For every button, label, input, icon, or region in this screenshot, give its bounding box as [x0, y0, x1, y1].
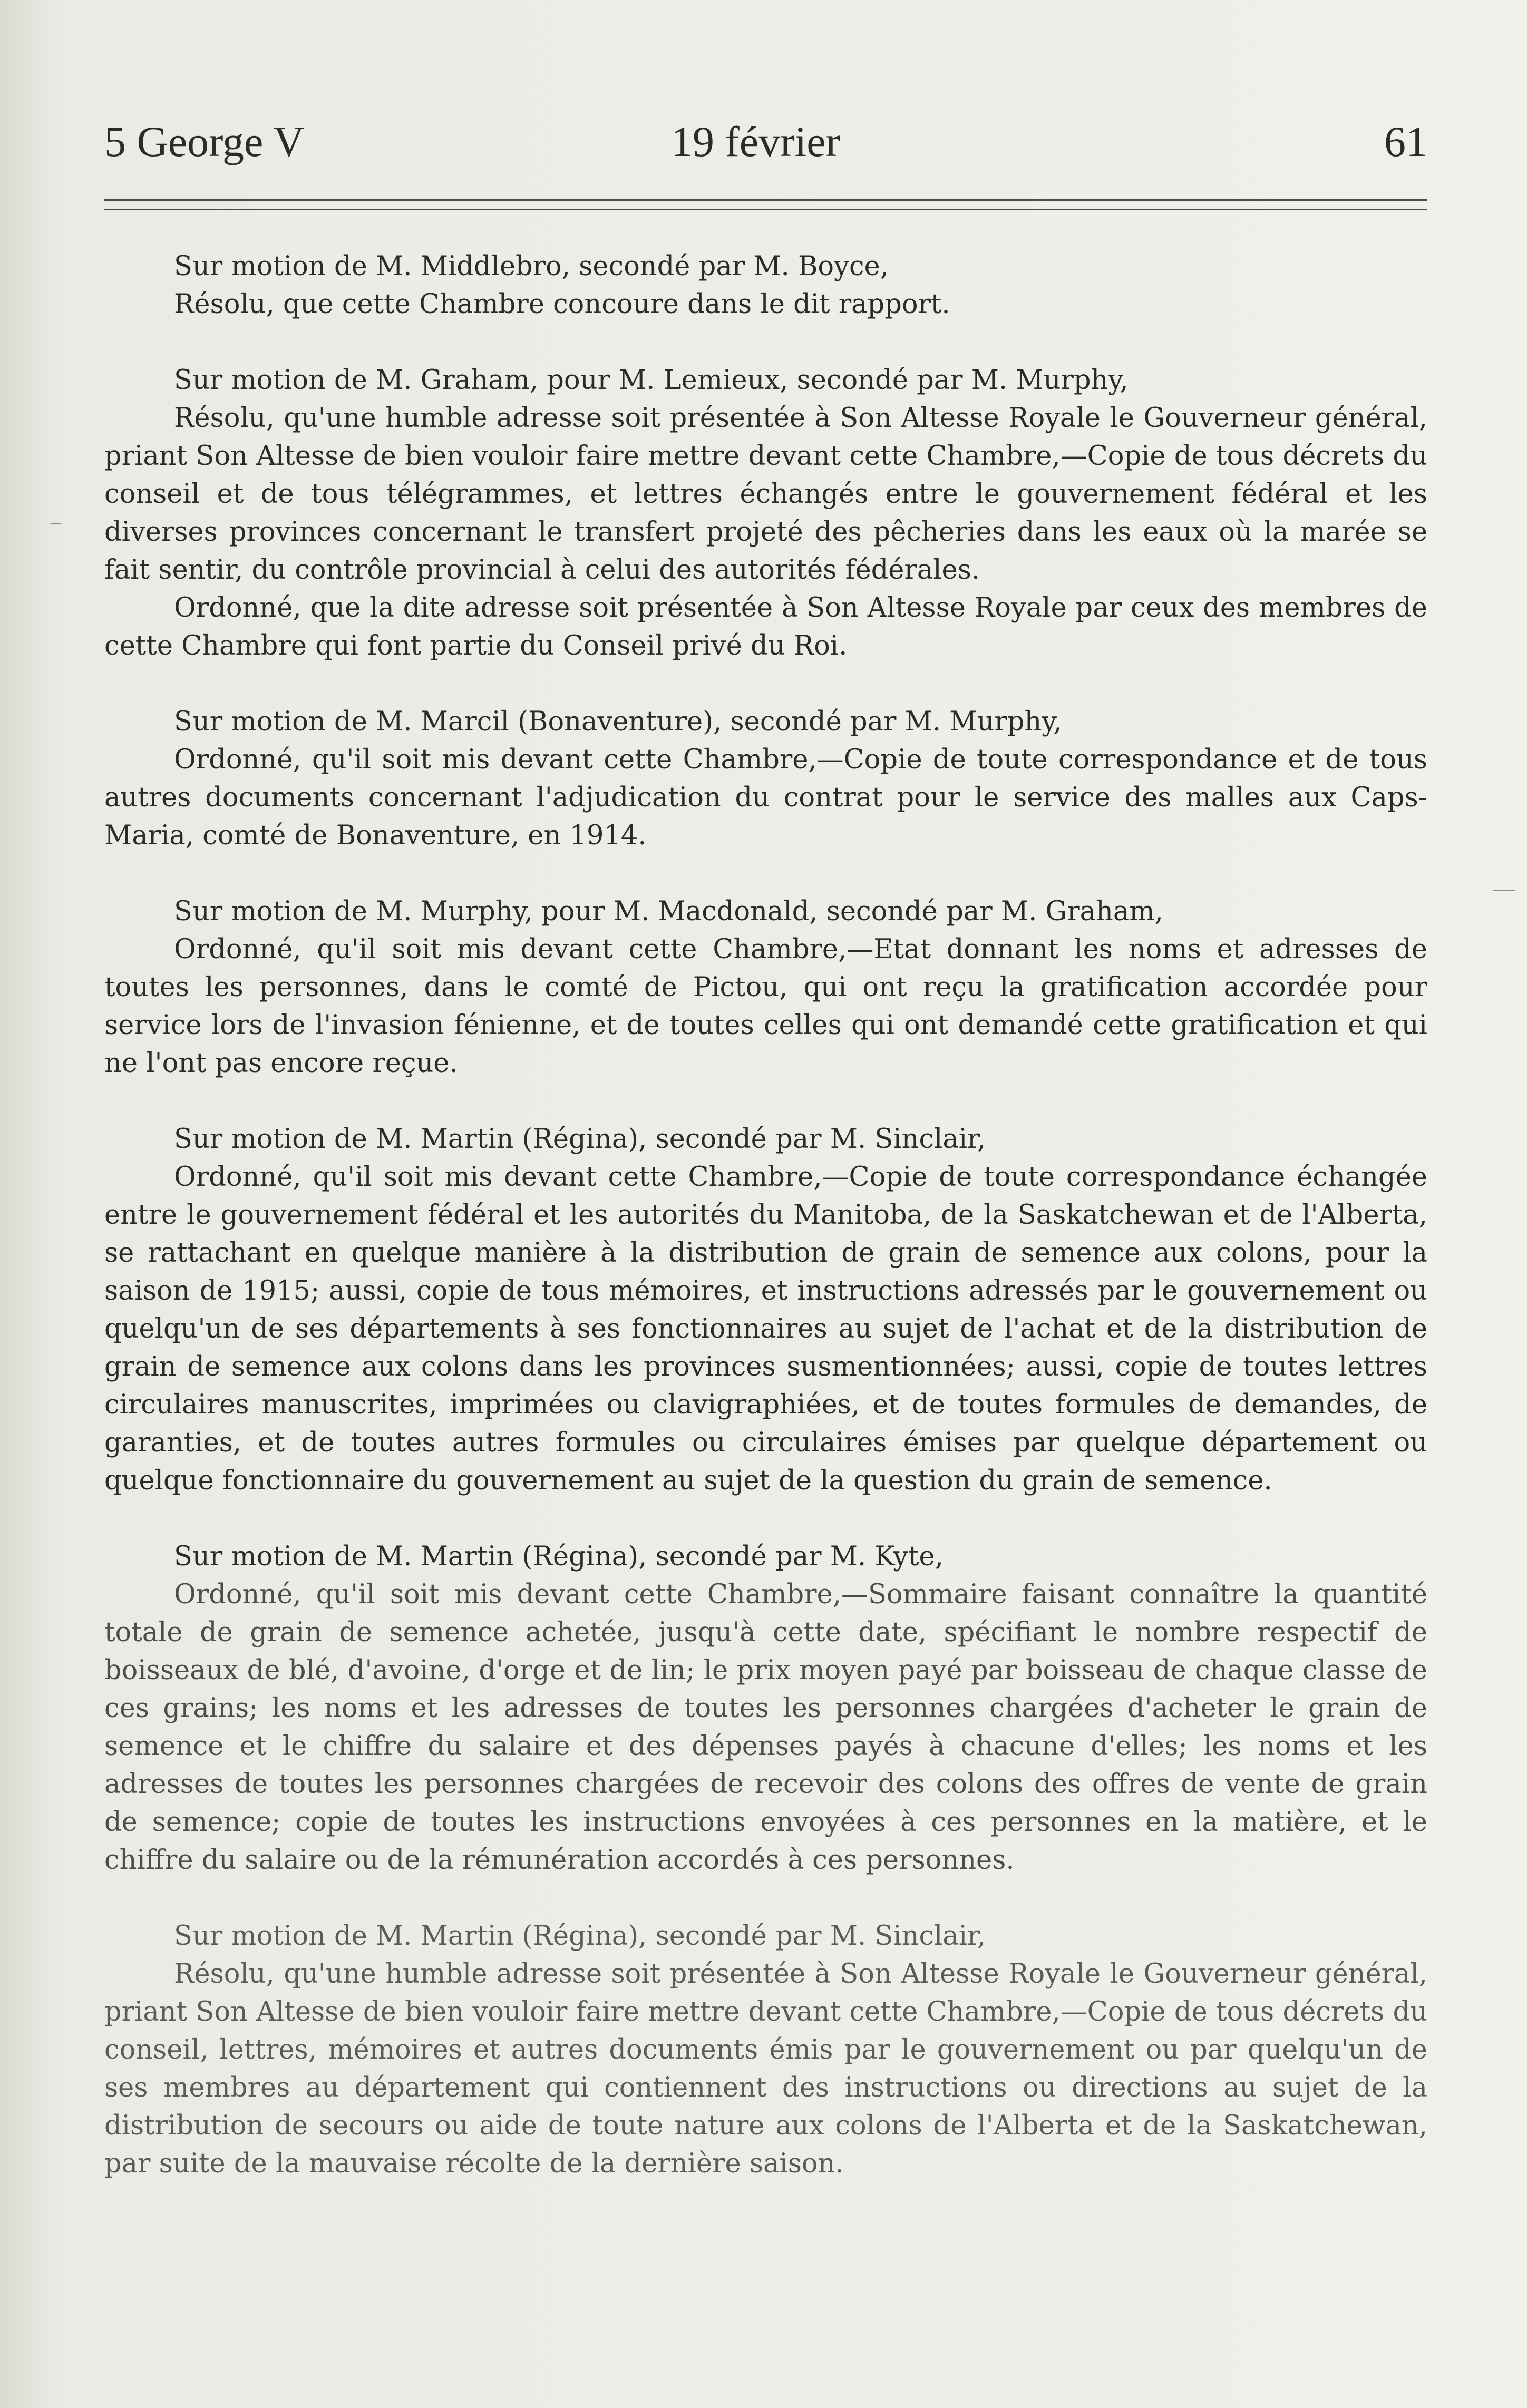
- page-header: [104, 117, 1427, 168]
- header-rule-top: [104, 199, 1427, 201]
- entry-body: Ordonné, qu'il soit mis devant cette Chambre,—Etat donnant les noms et adresses de toutes les personnes, dans le comté de Pictou, qui ont reçu la gratification accordée pour service lors de l'invasion fénienne, et de toutes celles qui ont demandé cette gratification et qui ne l'ont pas encore reçue.: [104, 934, 1427, 1079]
- header-page-number: 61: [1384, 118, 1427, 165]
- entry-motion-line: Sur motion de M. Martin (Régina), secondé par M. Sinclair,: [174, 1124, 986, 1155]
- entry-body: Ordonné, qu'il soit mis devant cette Chambre,—Copie de toute correspondance et de tous autres documents concernant l'adjudication du contrat pour le service des malles aux Caps-Maria, comté de Bonaventure, en 1914.: [104, 744, 1427, 851]
- entry-motion-line: Sur motion de M. Graham, pour M. Lemieux, secondé par M. Murphy,: [174, 365, 1129, 396]
- entry-motion-line: Sur motion de M. Murphy, pour M. Macdonald, secondé par M. Graham,: [174, 896, 1163, 927]
- entry-body: Résolu, qu'une humble adresse soit présentée à Son Altesse Royale le Gouverneur général, priant Son Altesse de bien vouloir faire mettre devant cette Chambre,—Copie de tous décrets du conseil, lettres, mémoires et autres documents émis par le gouvernement ou par quelqu'un de ses membres au département qui contiennent des instructions ou directions au sujet de la distribution de secours ou aide de toute nature aux colons de l'Alberta et de la Saskatchewan, par suite de la mauvaise récolte de la dernière saison.: [104, 1958, 1427, 2179]
- header-regnal-year: 5 George V: [104, 118, 305, 165]
- entry-murphy-motion: [104, 893, 1427, 1083]
- entry-motion-line: Sur motion de M. Marcil (Bonaventure), secondé par M. Murphy,: [174, 706, 1062, 737]
- entry-motion-line: Sur motion de M. Martin (Régina), secondé par M. Kyte,: [174, 1541, 944, 1572]
- entry-motion-line: Sur motion de M. Middlebro, secondé par M. Boyce,: [174, 251, 889, 282]
- entry-body: Résolu, que cette Chambre concoure dans le dit rapport.: [174, 289, 950, 320]
- entry-body: Ordonné, qu'il soit mis devant cette Chambre,—Copie de toute correspondance échangée entre le gouvernement fédéral et les autorités du Manitoba, de la Saskatchewan et de l'Alberta, se rattachant en quelque manière à la distribution de grain de semence aux colons, pour la saison de 1915; aussi, copie de tous mémoires, et instructions adressés par le gouvernement ou quelqu'un de ses départements à ses fonctionnaires au sujet de l'achat et de la distribution de grain de semence aux colons dans les provinces susmentionnées; aussi, copie de toutes lettres circulaires manuscrites, imprimées ou clavigraphiées, et de toutes formules de demandes, de garanties, et de toutes autres formules ou circulaires émises par quelque département ou quelque fonctionnaire du gouvernement au sujet de la question du grain de semence.: [104, 1162, 1427, 1496]
- entry-marcil-motion: [104, 703, 1427, 855]
- entry-body: Ordonné, qu'il soit mis devant cette Chambre,—Sommaire faisant connaître la quantité totale de grain de semence achetée, jusqu'à cette date, spécifiant le nombre respectif de boisseaux de blé, d'avoine, d'orge et de lin; le prix moyen payé par boisseau de chaque classe de ces grains; les noms et les adresses de toutes les personnes chargées d'acheter le grain de semence et le chiffre du salaire et des dépenses payés à chacune d'elles; les noms et les adresses de toutes les personnes chargées de recevoir des colons des offres de vente de grain de semence; copie de toutes les instructions envoyées à ces personnes en la matière, et le chiffre du salaire ou de la rémunération accordés à ces personnes.: [104, 1579, 1427, 1876]
- entry-graham-motion: [104, 362, 1427, 665]
- header-date: 19 février: [671, 118, 840, 165]
- entry-martin-sinclair-motion: [104, 1120, 1427, 1500]
- journal-entries: [104, 248, 1427, 2221]
- entry-martin-sinclair-address: [104, 1917, 1427, 2183]
- header-rule-bottom: [104, 209, 1427, 210]
- entry-body-order: Ordonné, que la dite adresse soit présentée à Son Altesse Royale par ceux des membres de cette Chambre qui font partie du Conseil privé du Roi.: [104, 592, 1427, 661]
- entry-motion-line: Sur motion de M. Martin (Régina), secondé par M. Sinclair,: [174, 1920, 986, 1952]
- entry-body: Résolu, qu'une humble adresse soit présentée à Son Altesse Royale le Gouverneur général, priant Son Altesse de bien vouloir faire mettre devant cette Chambre,—Copie de tous décrets du conseil et de tous télégrammes, et lettres échangés entre le gouvernement fédéral et les diverses provinces concernant le transfert projeté des pêcheries dans les eaux où la marée se fait sentir, du contrôle provincial à celui des autorités fédérales.: [104, 403, 1427, 586]
- entry-martin-kyte-motion: [104, 1538, 1427, 1879]
- scan-mark: [51, 523, 61, 524]
- entry-middlebro-motion: [104, 248, 1427, 324]
- scan-mark: [1493, 890, 1515, 891]
